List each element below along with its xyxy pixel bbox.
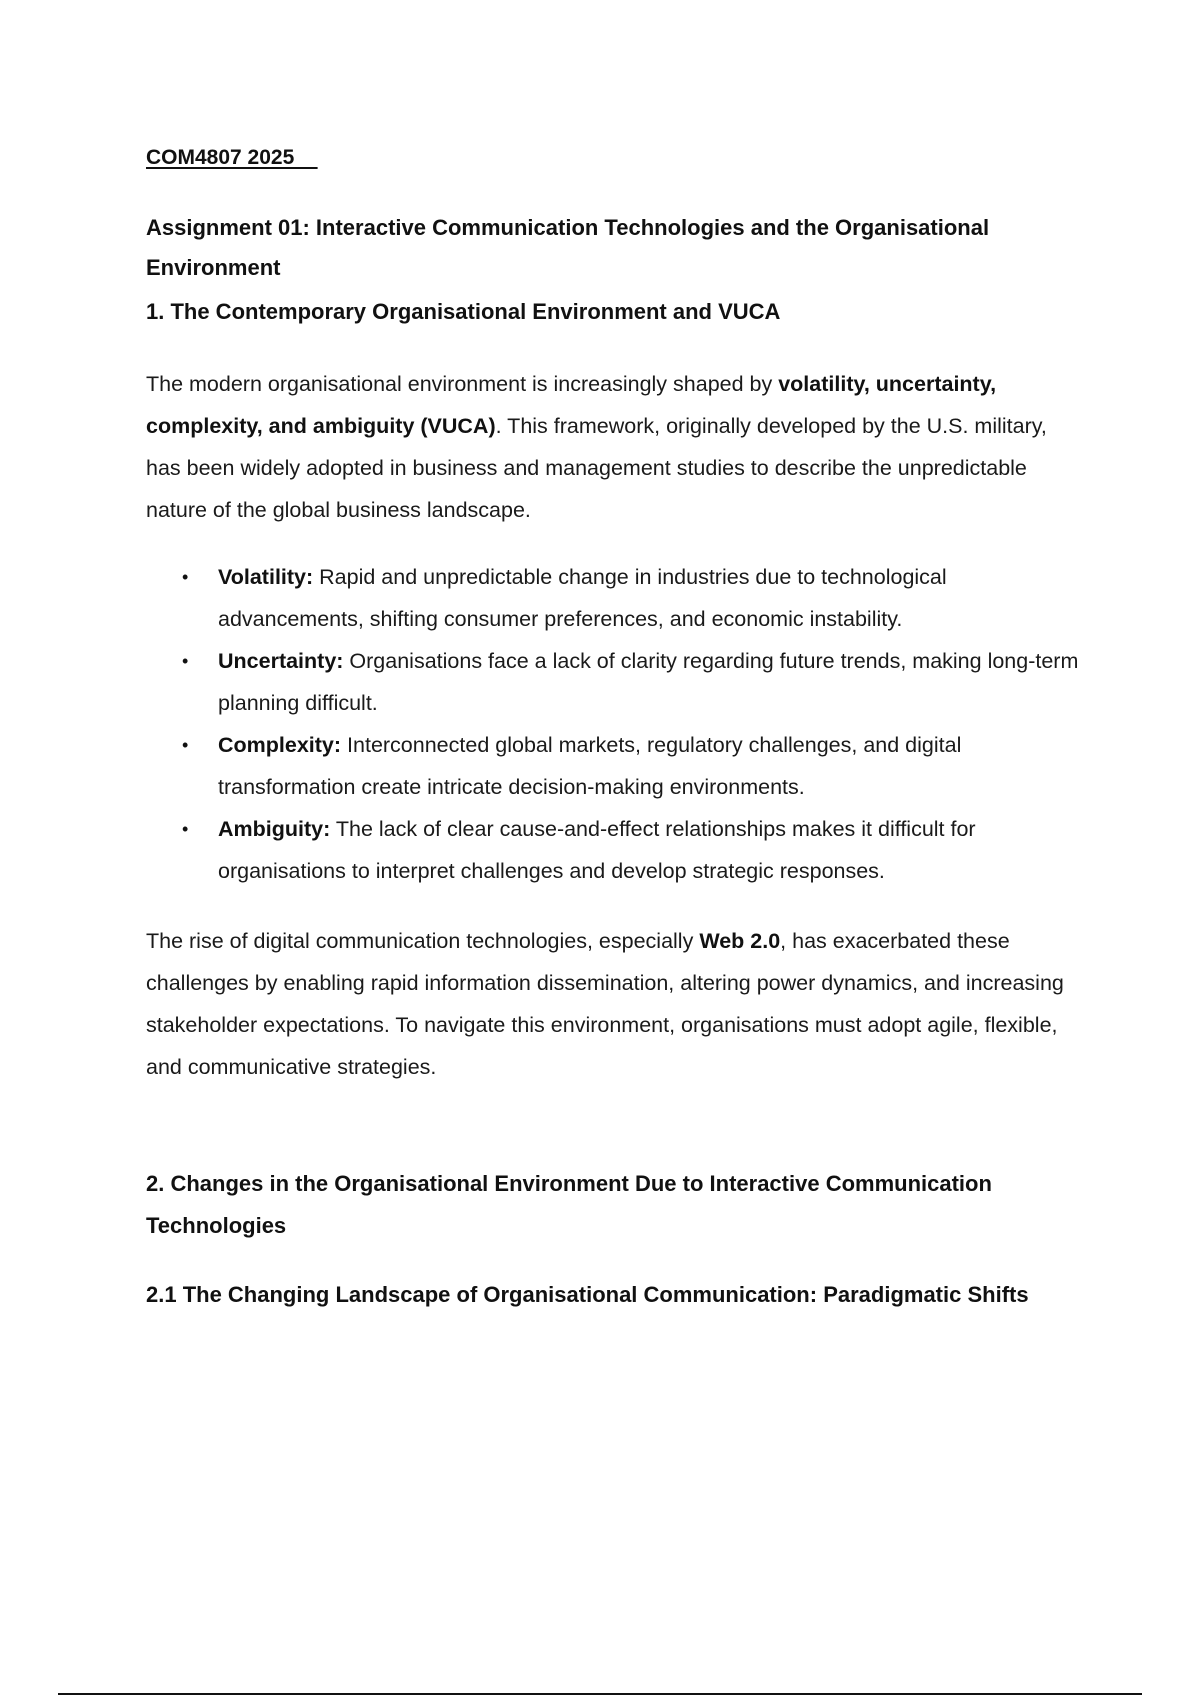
bullet-icon: •	[182, 819, 189, 839]
section-1-paragraph-1	[146, 363, 1086, 531]
assignment-title: Assignment 01: Interactive Communication Technologies and the Organisational Environment	[146, 215, 990, 280]
bullet-text: The lack of clear cause-and-effect relationships makes it difficult for organisations to interpret challenges and develop strategic responses.	[218, 817, 976, 883]
bullet-icon: •	[182, 567, 189, 587]
paragraph-bold-text: volatility, uncertainty, complexity, and ambiguity (VUCA)	[146, 372, 997, 438]
paragraph-text: , has exacerbated these challenges by enabling rapid information dissemination, altering power dynamics, and increasing stakeholder expectations. To navigate this environment, organisations must adopt agile, flexible, and communicative strategies.	[146, 929, 1064, 1079]
bullet-text: Rapid and unpredictable change in industries due to technological advancements, shifting consumer preferences, and economic instability.	[218, 565, 947, 631]
bullet-icon: •	[182, 651, 189, 671]
vuca-bullet-list	[146, 556, 1086, 892]
footer-divider	[58, 1693, 1142, 1695]
bullet-item-volatility	[146, 556, 1086, 640]
bullet-term: Volatility:	[218, 565, 314, 589]
paragraph-text: The rise of digital communication technologies, especially	[146, 929, 700, 953]
bullet-item-uncertainty	[146, 640, 1086, 724]
bullet-term: Ambiguity:	[218, 817, 331, 841]
section-1-paragraph-2	[146, 920, 1086, 1088]
bullet-icon: •	[182, 735, 189, 755]
paragraph-bold-text: Web 2.0	[699, 929, 781, 953]
paragraph-text: . This framework, originally developed by the U.S. military, has been widely adopted in business and management studies to describe the unpredictable nature of the global business landscape.	[146, 414, 1047, 522]
paragraph-text: The modern organisational environment is increasingly shaped by	[146, 372, 779, 396]
section-2-heading: 2. Changes in the Organisational Environment Due to Interactive Communication Technologies	[146, 1171, 992, 1238]
document-page	[146, 0, 1086, 1700]
bullet-term: Uncertainty:	[218, 649, 344, 673]
section-1-heading: 1. The Contemporary Organisational Environment and VUCA	[146, 299, 781, 324]
section-2-1-heading: 2.1 The Changing Landscape of Organisational Communication: Paradigmatic Shifts	[146, 1282, 1029, 1307]
bullet-item-complexity	[146, 724, 1086, 808]
bullet-text: Organisations face a lack of clarity regarding future trends, making long-term planning difficult.	[218, 649, 1079, 715]
bullet-term: Complexity:	[218, 733, 342, 757]
bullet-text: Interconnected global markets, regulatory challenges, and digital transformation create intricate decision-making environments.	[218, 733, 962, 799]
course-code: COM4807 2025	[146, 146, 318, 169]
bullet-item-ambiguity	[146, 808, 1086, 892]
